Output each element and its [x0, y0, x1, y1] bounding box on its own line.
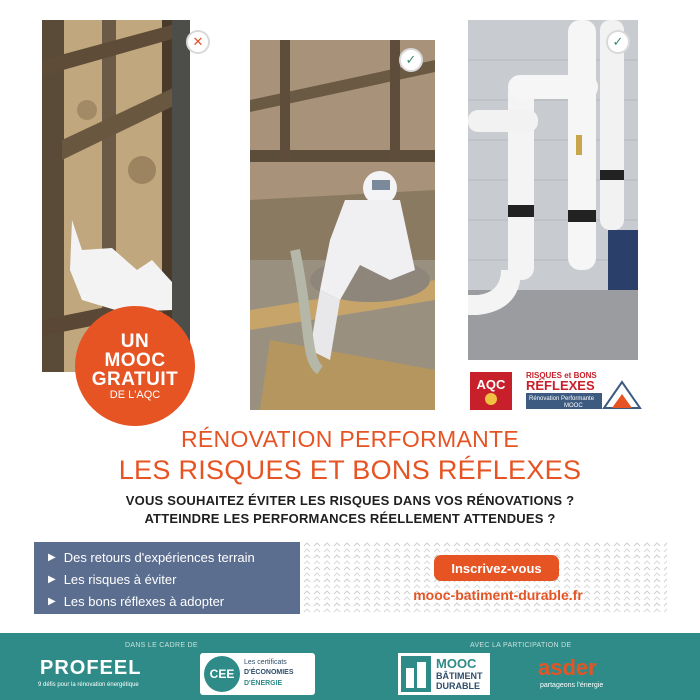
aqc-logo — [470, 372, 512, 410]
triangle-bullet-icon: ▶ — [48, 596, 56, 607]
mooc-line2: BÂTIMENT — [436, 671, 483, 681]
photo-insulated-pipes — [468, 20, 638, 360]
subtitle-line2: ATTEINDRE LES PERFORMANCES RÉELLEMENT ATTENDUES ? — [144, 511, 556, 526]
cee-abbr: CEE — [204, 656, 240, 692]
rbr-line1: RISQUES et BONS — [526, 371, 597, 380]
mooc-line1: MOOC — [436, 656, 477, 671]
badge-line-aqc: DE L'AQC — [109, 388, 161, 401]
close-mark-icon: ✕ — [186, 30, 210, 54]
check-mark-icon: ✓ — [606, 30, 630, 54]
cee-line2: D'ÉCONOMIES — [244, 669, 294, 676]
benefit-item — [48, 591, 300, 613]
check-mark-icon: ✓ — [399, 48, 423, 72]
asder-logo — [538, 653, 618, 695]
benefit-item — [48, 547, 300, 569]
badge-line-gratuit: GRATUIT — [91, 368, 179, 390]
badge-line-un: UN — [120, 330, 150, 352]
benefit-label: Les bons réflexes à adopter — [63, 594, 225, 609]
profeel-logo — [34, 655, 154, 693]
benefit-item — [48, 569, 300, 591]
cee-logo — [200, 653, 315, 695]
cee-line1: Les certificats — [244, 659, 287, 666]
photo-insulation-worker — [250, 40, 435, 410]
title-line2: LES RISQUES ET BONS RÉFLEXES — [118, 455, 582, 485]
footer-label-right: AVEC LA PARTICIPATION DE — [470, 642, 572, 649]
asder-name: asder — [538, 655, 597, 680]
mooc-url-link[interactable]: mooc-batiment-durable.fr — [413, 587, 583, 603]
register-button[interactable]: Inscrivez-vous — [434, 555, 559, 581]
aqc-logo-text: AQC — [476, 377, 506, 392]
building-icon — [401, 656, 431, 692]
benefit-label: Les risques à éviter — [63, 572, 177, 587]
free-mooc-badge — [75, 306, 195, 426]
partners-footer — [0, 633, 700, 700]
footer-label-left: DANS LE CADRE DE — [125, 642, 198, 649]
risques-bons-reflexes-logo — [524, 370, 642, 412]
rbr-line3: Rénovation Performante — [529, 396, 595, 402]
subtitle-line1: VOUS SOUHAITEZ ÉVITER LES RISQUES DANS VOS RÉNOVATIONS ? — [125, 493, 575, 508]
rbr-line2: RÉFLEXES — [526, 378, 595, 393]
mooc-batiment-durable-logo — [398, 653, 490, 695]
benefit-label: Des retours d'expériences terrain — [63, 550, 255, 565]
badge-line-mooc: MOOC — [104, 349, 166, 371]
benefits-panel — [34, 542, 300, 614]
title-line1: RÉNOVATION PERFORMANTE — [181, 426, 519, 452]
triangle-bullet-icon: ▶ — [48, 552, 56, 563]
asder-tagline: partageons l'énergie — [540, 682, 604, 689]
mooc-line3: DURABLE — [436, 681, 480, 691]
profeel-tagline: 9 défis pour la rénovation énergétique — [38, 682, 139, 688]
rbr-line4: MOOC — [564, 403, 583, 409]
profeel-name: PROFEEL — [40, 657, 142, 679]
cee-line3: D'ÉNERGIE — [244, 680, 283, 687]
triangle-bullet-icon: ▶ — [48, 574, 56, 585]
